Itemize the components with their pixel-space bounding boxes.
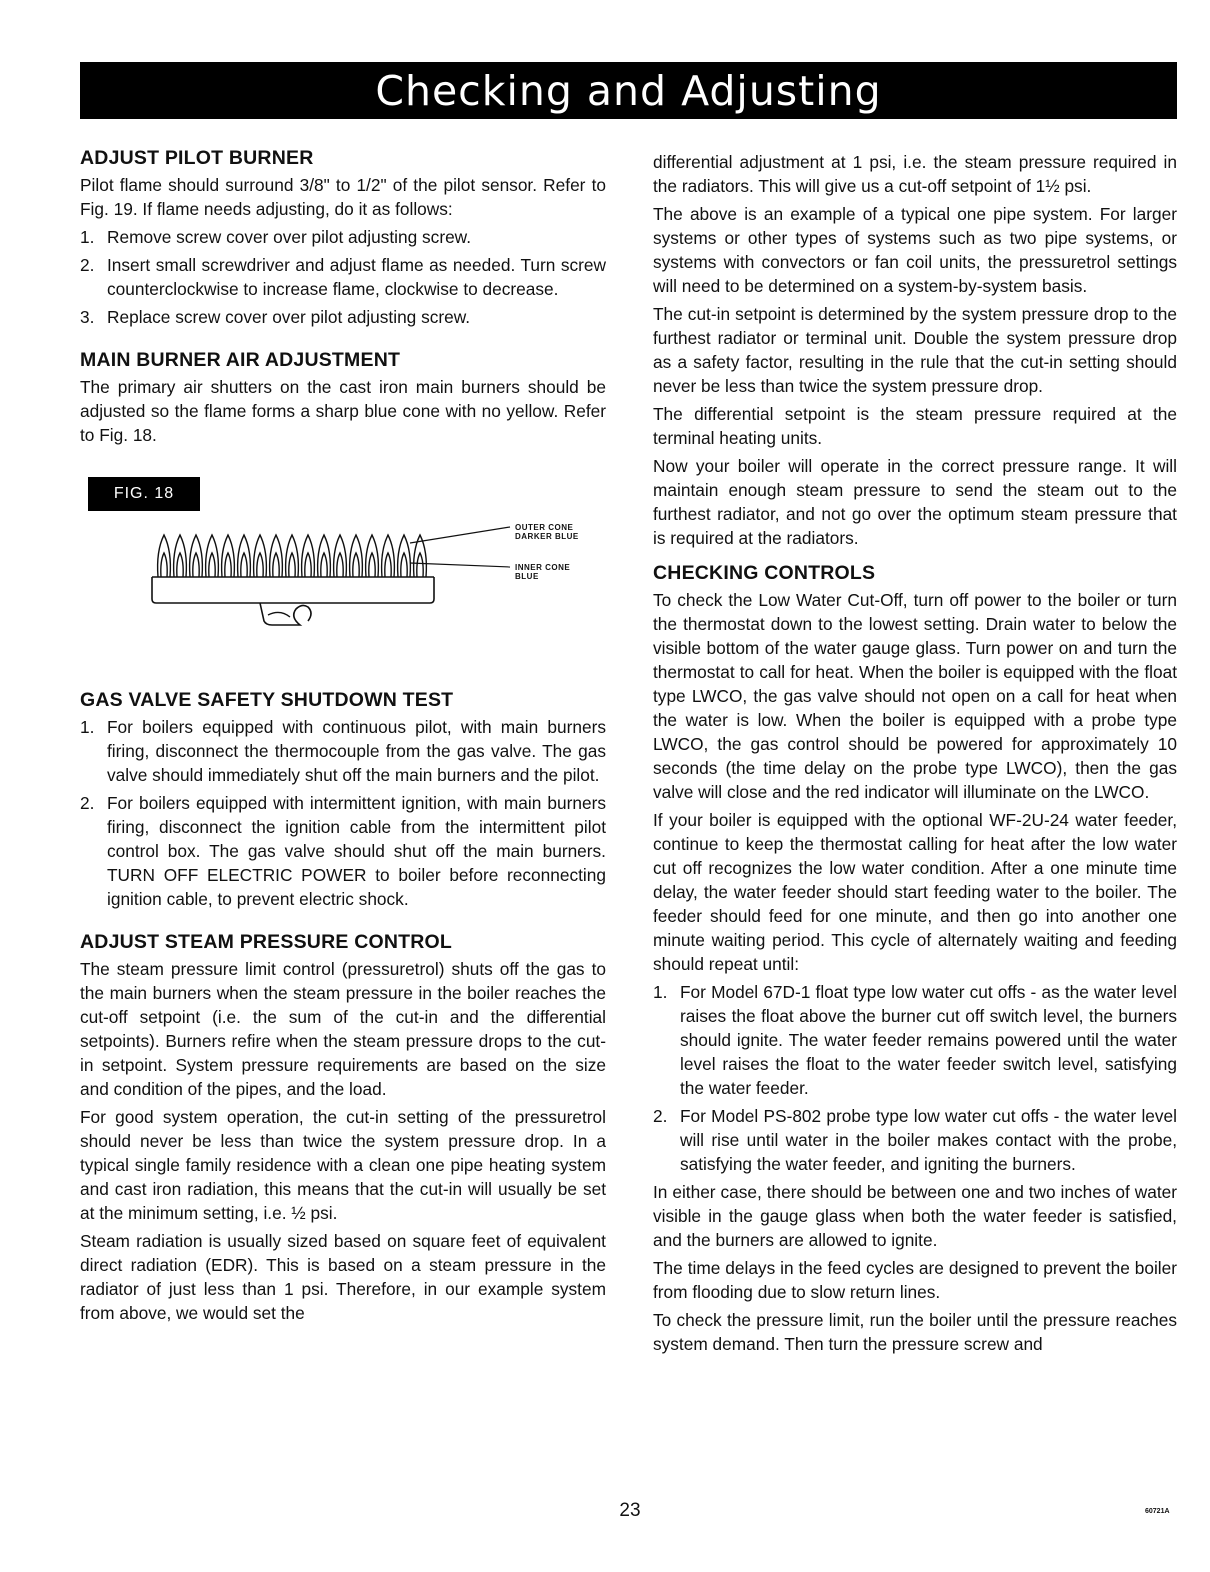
- title-bar: [80, 62, 1177, 119]
- document-code: 60721A: [1145, 1508, 1170, 1515]
- figure-label: FIG. 18: [88, 477, 200, 511]
- right-paragraph-5: Now your boiler will operate in the correct pressure range. It will maintain enough steam pressure to send the steam out to the furthest radiator, and not go over the optimum steam pressure that is required at the radiators.: [653, 456, 1177, 548]
- flame-outer-cone: [366, 535, 379, 577]
- flame-inner-cone: [241, 553, 247, 577]
- gas-valve-section: [80, 687, 606, 911]
- flame-inner-cone: [401, 553, 407, 577]
- step-text: Insert small screwdriver and adjust flame as needed. Turn screw counterclockwise to increase flame, clockwise to decrease.: [107, 255, 606, 299]
- flame-outer-cone: [382, 535, 395, 577]
- inner-cone-callout: [515, 563, 605, 581]
- list-item: [653, 1104, 1177, 1176]
- step-number: 2.: [80, 793, 95, 813]
- flame-outer-cone: [302, 535, 315, 577]
- outer-cone-callout: [515, 523, 605, 541]
- flame-outer-cone: [158, 535, 171, 577]
- controls-heading: CHECKING CONTROLS: [653, 562, 876, 584]
- flame-outer-cone: [206, 535, 219, 577]
- steam-section: [80, 929, 606, 1325]
- flame-inner-cone: [353, 553, 359, 577]
- figure-18: [80, 477, 606, 687]
- flame-inner-cone: [369, 553, 375, 577]
- list-item: [80, 253, 606, 301]
- main-burner-text: The primary air shutters on the cast iron main burners should be adjusted so the flame forms a sharp blue cone with no yellow. Refer to Fig. 18.: [80, 377, 606, 445]
- step-number: 2.: [653, 1106, 668, 1126]
- step-number: 1.: [80, 717, 95, 737]
- outer-cone-line2: DARKER BLUE: [515, 532, 579, 541]
- steam-paragraph-2: For good system operation, the cut-in setting of the pressuretrol should never be less than twice the system pressure drop. In a typical single family residence with a clean one pipe heating system and cast iron radiation, this means that the cut-in will usually be set at the minimum setting, i.e. ½ psi.: [80, 1107, 606, 1223]
- flame-inner-cone: [257, 553, 263, 577]
- list-item: [80, 305, 606, 329]
- right-paragraph-2: The above is an example of a typical one pipe system. For larger systems or other types of systems such as two pipe systems, or systems with convectors or fan coil units, the pressuretrol settings will need to be determined on a system-by-system basis.: [653, 204, 1177, 296]
- right-paragraph-4: The differential setpoint is the steam pressure required at the terminal heating units.: [653, 404, 1177, 448]
- controls-paragraph-4: The time delays in the feed cycles are designed to prevent the boiler from flooding due to slow return lines.: [653, 1258, 1177, 1302]
- flame-inner-cone: [225, 553, 231, 577]
- main-burner-heading: MAIN BURNER AIR ADJUSTMENT: [80, 349, 401, 371]
- pilot-intro: Pilot flame should surround 3/8" to 1/2" of the pilot sensor. Refer to Fig. 19. If flame needs adjusting, do it as follows:: [80, 175, 606, 219]
- flame-inner-cone: [289, 553, 295, 577]
- list-item: [80, 225, 606, 249]
- flame-inner-cone: [337, 553, 343, 577]
- burner-flame-diagram: [140, 521, 580, 631]
- flame-inner-cone: [161, 553, 167, 577]
- flame-inner-cone: [305, 553, 311, 577]
- controls-steps: [653, 980, 1177, 1176]
- steam-heading: ADJUST STEAM PRESSURE CONTROL: [80, 931, 452, 953]
- step-number: 3.: [80, 307, 95, 327]
- gas-valve-steps: [80, 715, 606, 911]
- flame-inner-cone: [177, 553, 183, 577]
- list-item: [80, 715, 606, 787]
- flame-outer-cone: [174, 535, 187, 577]
- pilot-section: [80, 145, 606, 329]
- gas-valve-heading: GAS VALVE SAFETY SHUTDOWN TEST: [80, 689, 454, 711]
- flame-outer-cone: [398, 535, 411, 577]
- pilot-heading: ADJUST PILOT BURNER: [80, 147, 314, 169]
- right-paragraph-3: The cut-in setpoint is determined by the system pressure drop to the furthest radiator or terminal unit. Double the system pressure drop as a safety factor, resulting in the rule that the cut-in setting should never be less than twice the system pressure drop.: [653, 304, 1177, 396]
- step-text: Remove screw cover over pilot adjusting screw.: [107, 227, 472, 247]
- flame-inner-cone: [321, 553, 327, 577]
- flame-outer-cone: [254, 535, 267, 577]
- page-title: Checking and Adjusting: [375, 66, 882, 115]
- page-number: 23: [619, 1500, 641, 1521]
- flame-outer-cone: [334, 535, 347, 577]
- controls-paragraph-2: If your boiler is equipped with the optional WF-2U-24 water feeder, continue to keep the thermostat calling for heat after the low water cut off recognizes the low water condition. After a one minute time delay, the water feeder should start feeding water to the boiler. The feeder should feed for one minute, and then go into another one minute waiting period. This cycle of alternately waiting and feeding should repeat until:: [653, 810, 1177, 974]
- main-burner-section: [80, 347, 606, 447]
- controls-paragraph-1: To check the Low Water Cut-Off, turn off power to the boiler or turn the thermostat down to the lowest setting. Drain water to below the visible bottom of the water gauge glass. Turn power on and turn the thermostat to call for heat. When the boiler is equipped with the float type LWCO, the gas valve should not open on a call for heat when the water is low. When the boiler is equipped with a probe type LWCO, the gas control should be powered for approximately 10 seconds (the time delay on the probe type LWCO), then the gas valve will close and the red indicator will illuminate on the LWCO.: [653, 590, 1177, 802]
- step-number: 2.: [80, 255, 95, 275]
- step-number: 1.: [653, 982, 668, 1002]
- list-item: [653, 980, 1177, 1100]
- controls-paragraph-5: To check the pressure limit, run the boiler until the pressure reaches system demand. Then turn the pressure screw and: [653, 1310, 1177, 1354]
- step-text: Replace screw cover over pilot adjusting screw.: [107, 307, 471, 327]
- flame-outer-cone: [270, 535, 283, 577]
- step-text: For Model PS-802 probe type low water cut offs - the water level will rise until water in the boiler makes contact with the probe, satisfying the water feeder, and igniting the burners.: [680, 1106, 1177, 1174]
- flame-inner-cone: [385, 553, 391, 577]
- flame-inner-cone: [193, 553, 199, 577]
- flame-outer-cone: [350, 535, 363, 577]
- right-paragraph-1: differential adjustment at 1 psi, i.e. the steam pressure required in the radiators. This will give us a cut-off setpoint of 1½ psi.: [653, 152, 1177, 196]
- inner-cone-line2: BLUE: [515, 572, 539, 581]
- flame-outer-cone: [286, 535, 299, 577]
- outer-cone-line1: OUTER CONE: [515, 523, 574, 532]
- steam-paragraph-3: Steam radiation is usually sized based on square feet of equivalent direct radiation (EDR). This is based on a steam pressure in the radiator of just less than 1 psi. Therefore, in our example system from above, we would set the: [80, 1231, 606, 1323]
- right-column: [653, 150, 1177, 1360]
- step-text: For Model 67D-1 float type low water cut offs - as the water level raises the float above the burner cut off switch level, the burners should ignite. The water feeder remains powered until the water level raises the float to the water feeder switch level, satisfying the water feeder.: [680, 982, 1177, 1098]
- controls-section: [653, 560, 1177, 1356]
- step-text: For boilers equipped with continuous pilot, with main burners firing, disconnect the thermocouple from the gas valve. The gas valve should immediately shut off the main burners and the pilot.: [107, 717, 606, 785]
- flame-inner-cone: [417, 553, 423, 577]
- list-item: [80, 791, 606, 911]
- flame-outer-cone: [190, 535, 203, 577]
- inner-cone-line1: INNER CONE: [515, 563, 571, 572]
- step-number: 1.: [80, 227, 95, 247]
- flame-outer-cone: [318, 535, 331, 577]
- step-text: For boilers equipped with intermittent ignition, with main burners firing, disconnect the ignition cable from the intermittent pilot control box. The gas valve should shut off the main burners. TURN OFF ELECTRIC POWER to boiler before reconnecting ignition cable, to prevent electric shock.: [107, 793, 606, 909]
- flame-outer-cone: [222, 535, 235, 577]
- pilot-steps: [80, 225, 606, 329]
- controls-paragraph-3: In either case, there should be between one and two inches of water visible in the gauge glass when both the water feeder is satisfied, and the burners are allowed to ignite.: [653, 1182, 1177, 1250]
- flame-inner-cone: [273, 553, 279, 577]
- flame-inner-cone: [209, 553, 215, 577]
- flame-outer-cone: [238, 535, 251, 577]
- left-column: [80, 145, 606, 1329]
- steam-paragraph-1: The steam pressure limit control (pressuretrol) shuts off the gas to the main burners when the steam pressure in the boiler reaches the cut-off setpoint (i.e. the sum of the cut-in and the differential setpoints). Burners refire when the steam pressure drops to the cut-in setpoint. System pressure requirements are based on the size and condition of the pipes, and the load.: [80, 959, 606, 1099]
